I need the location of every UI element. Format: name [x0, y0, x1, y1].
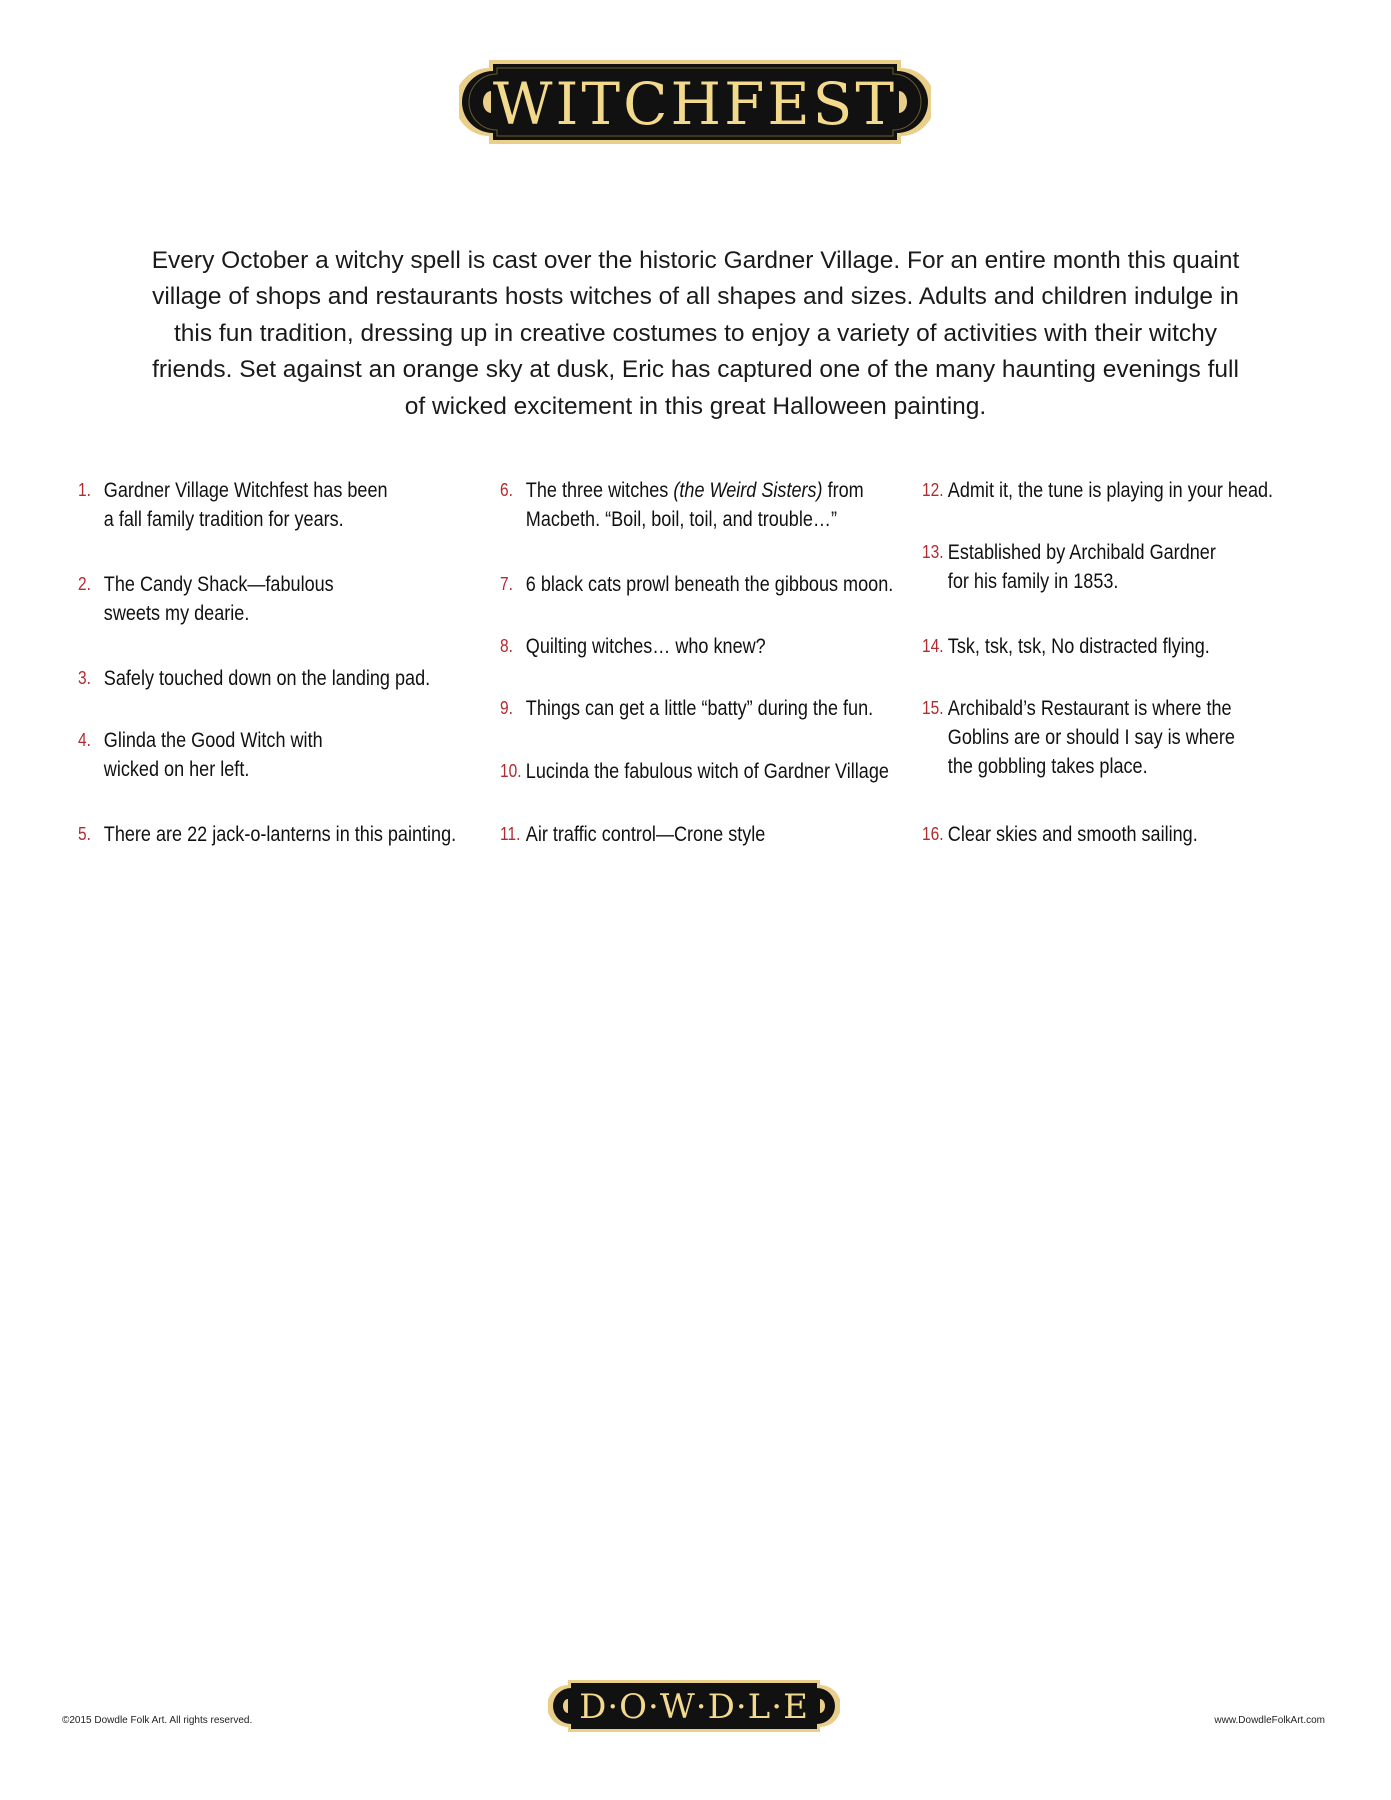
legend-item [922, 632, 1210, 661]
item-number: 1. [78, 480, 91, 500]
item-number: 13. [922, 542, 944, 562]
item-text: Macbeth. “Boil, boil, toil, and trouble…” [525, 508, 837, 531]
item-text: Gardner Village Witchfest has been [103, 479, 388, 502]
item-text: Quilting witches… who knew? [525, 635, 766, 658]
legend-item [78, 476, 388, 534]
item-text: Clear skies and smooth sailing. [947, 823, 1198, 846]
item-text: The Candy Shack—fabulous [103, 573, 334, 596]
legend-item [922, 820, 1198, 849]
copyright-text: ©2015 Dowdle Folk Art. All rights reserved. [62, 1715, 253, 1726]
dowdle-logo [548, 1680, 840, 1732]
item-number: 12. [922, 480, 944, 500]
item-text-part: from [822, 479, 864, 502]
item-text: Lucinda the fabulous witch of Gardner Village [525, 760, 889, 783]
item-number: 4. [78, 730, 91, 750]
item-text: Tsk, tsk, tsk, No distracted flying. [947, 635, 1210, 658]
legend-item [922, 694, 1235, 781]
item-number: 5. [78, 824, 91, 844]
legend-item [78, 726, 323, 784]
item-number: 8. [500, 636, 513, 656]
item-number: 11. [500, 824, 521, 844]
item-text: Safely touched down on the landing pad. [103, 667, 431, 690]
item-number: 16. [922, 824, 944, 844]
page-title: WITCHFEST [492, 70, 898, 138]
legend-item [500, 820, 765, 849]
intro-paragraph: Every October a witchy spell is cast over the historic Gardner Village. For an entire month this quaint village of shops and restaurants hosts witches of all shapes and sizes. Adults and children indulge in this fun tradition, dressing up in creative costumes to enjoy a variety of activities with their witchy friends. Set against an orange sky at dusk, Eric has captured one of the many haunting evenings full of wicked excitement in this great Halloween painting. [151, 246, 1240, 420]
legend-item [500, 757, 889, 786]
item-text: the gobbling takes place. [947, 755, 1148, 778]
item-number: 2. [78, 574, 91, 594]
item-text-italic: (the Weird Sisters) [673, 479, 823, 502]
legend-item [500, 694, 873, 723]
item-number: 10. [500, 761, 522, 781]
item-text: a fall family tradition for years. [103, 508, 344, 531]
item-text: 6 black cats prowl beneath the gibbous moon. [525, 573, 894, 596]
item-number: 7. [500, 574, 513, 594]
item-text: sweets my dearie. [103, 602, 250, 625]
item-number: 14. [922, 636, 944, 656]
item-number: 15. [922, 698, 944, 718]
title-banner [459, 60, 931, 144]
item-number: 3. [78, 668, 91, 688]
item-text: Glinda the Good Witch with [103, 729, 323, 752]
item-text: Goblins are or should I say is where [947, 726, 1235, 749]
item-text: Archibald’s Restaurant is where the [947, 697, 1232, 720]
item-text-part: The three witches [525, 479, 674, 502]
legend-item [922, 476, 1273, 505]
legend-item [500, 476, 864, 534]
item-text: Established by Archibald Gardner [947, 541, 1216, 564]
item-number: 9. [500, 698, 513, 718]
legend-item [78, 820, 456, 849]
item-text [500, 476, 864, 505]
legend-item [78, 570, 334, 628]
website-link[interactable]: www.DowdleFolkArt.com [1214, 1715, 1325, 1726]
legend-item [500, 570, 893, 599]
item-text: Air traffic control—Crone style [525, 823, 766, 846]
item-text: There are 22 jack-o-lanterns in this painting. [103, 823, 457, 846]
item-number: 6. [500, 480, 513, 500]
item-text: wicked on her left. [103, 758, 250, 781]
item-text: Things can get a little “batty” during the fun. [525, 697, 874, 720]
legend-item [500, 632, 766, 661]
logo-text: D·O·W·D·L·E [579, 1687, 809, 1727]
item-text: for his family in 1853. [947, 570, 1119, 593]
legend-item [78, 664, 430, 693]
legend-item [922, 538, 1216, 596]
item-text: Admit it, the tune is playing in your head. [947, 479, 1274, 502]
